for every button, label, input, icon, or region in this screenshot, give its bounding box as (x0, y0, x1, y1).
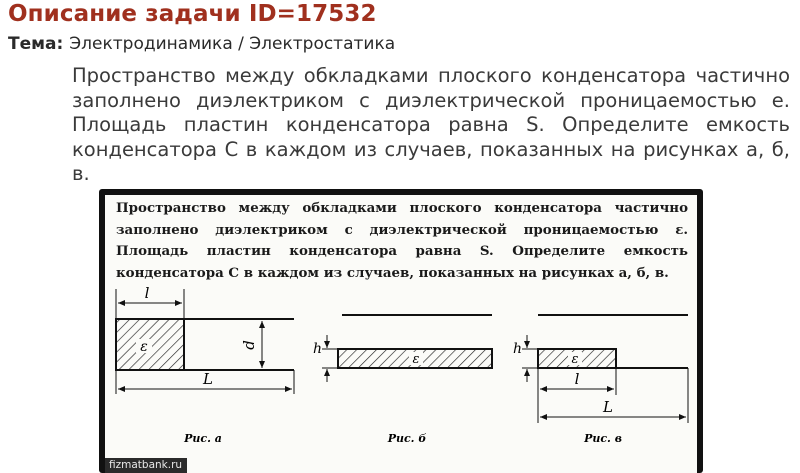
watermark-label: fizmatbank.ru (105, 458, 187, 473)
topic-line (8, 34, 395, 54)
figure-c (513, 315, 688, 445)
figure-a-caption: Рис. а (184, 432, 222, 445)
figure-a-d-label: d (240, 340, 258, 350)
figure-b-h-label: h (312, 341, 322, 357)
page-title: Описание задачи ID=17532 (8, 1, 377, 27)
problem-scan-image (99, 189, 703, 473)
topic-value: Электродинамика / Электростатика (69, 34, 396, 54)
figure-b (313, 315, 492, 445)
figure-c-eps-label: ε (571, 352, 579, 367)
figure-c-caption: Рис. в (584, 432, 622, 445)
problem-description: Пространство между обкладками плоского конденсатора частично заполнено диэлектриком с диэлектрической проницаемостью e. Площадь пластин конденсатора равна S. Определите емкость конденсатора C в каждом из случаев, показанных на рисунках а, б, в. (72, 64, 790, 185)
capacitor-figures (105, 195, 697, 473)
figure-b-eps-label: ε (412, 352, 420, 367)
figure-c-l-label: l (574, 370, 580, 388)
figure-a-l-label: l (144, 284, 150, 302)
scan-paper (105, 195, 697, 473)
figure-a-eps-label: ε (140, 339, 148, 355)
figure-c-L-label: L (603, 398, 613, 416)
figure-c-h-label: h (512, 341, 522, 357)
figure-a (116, 284, 294, 445)
figure-b-caption: Рис. б (387, 432, 427, 445)
scan-problem-text: Пространство между обкладками плоского конденсатора частично заполнено диэлектриком с диэлектрической проницаемостью ε. Площадь пластин конденсатора равна S. Определите емкость конденсатора C в каждом из случаев, показанных на рисунках а, б, в. (116, 200, 688, 281)
figure-a-L-label: L (203, 370, 213, 388)
topic-label: Тема: (8, 34, 64, 54)
